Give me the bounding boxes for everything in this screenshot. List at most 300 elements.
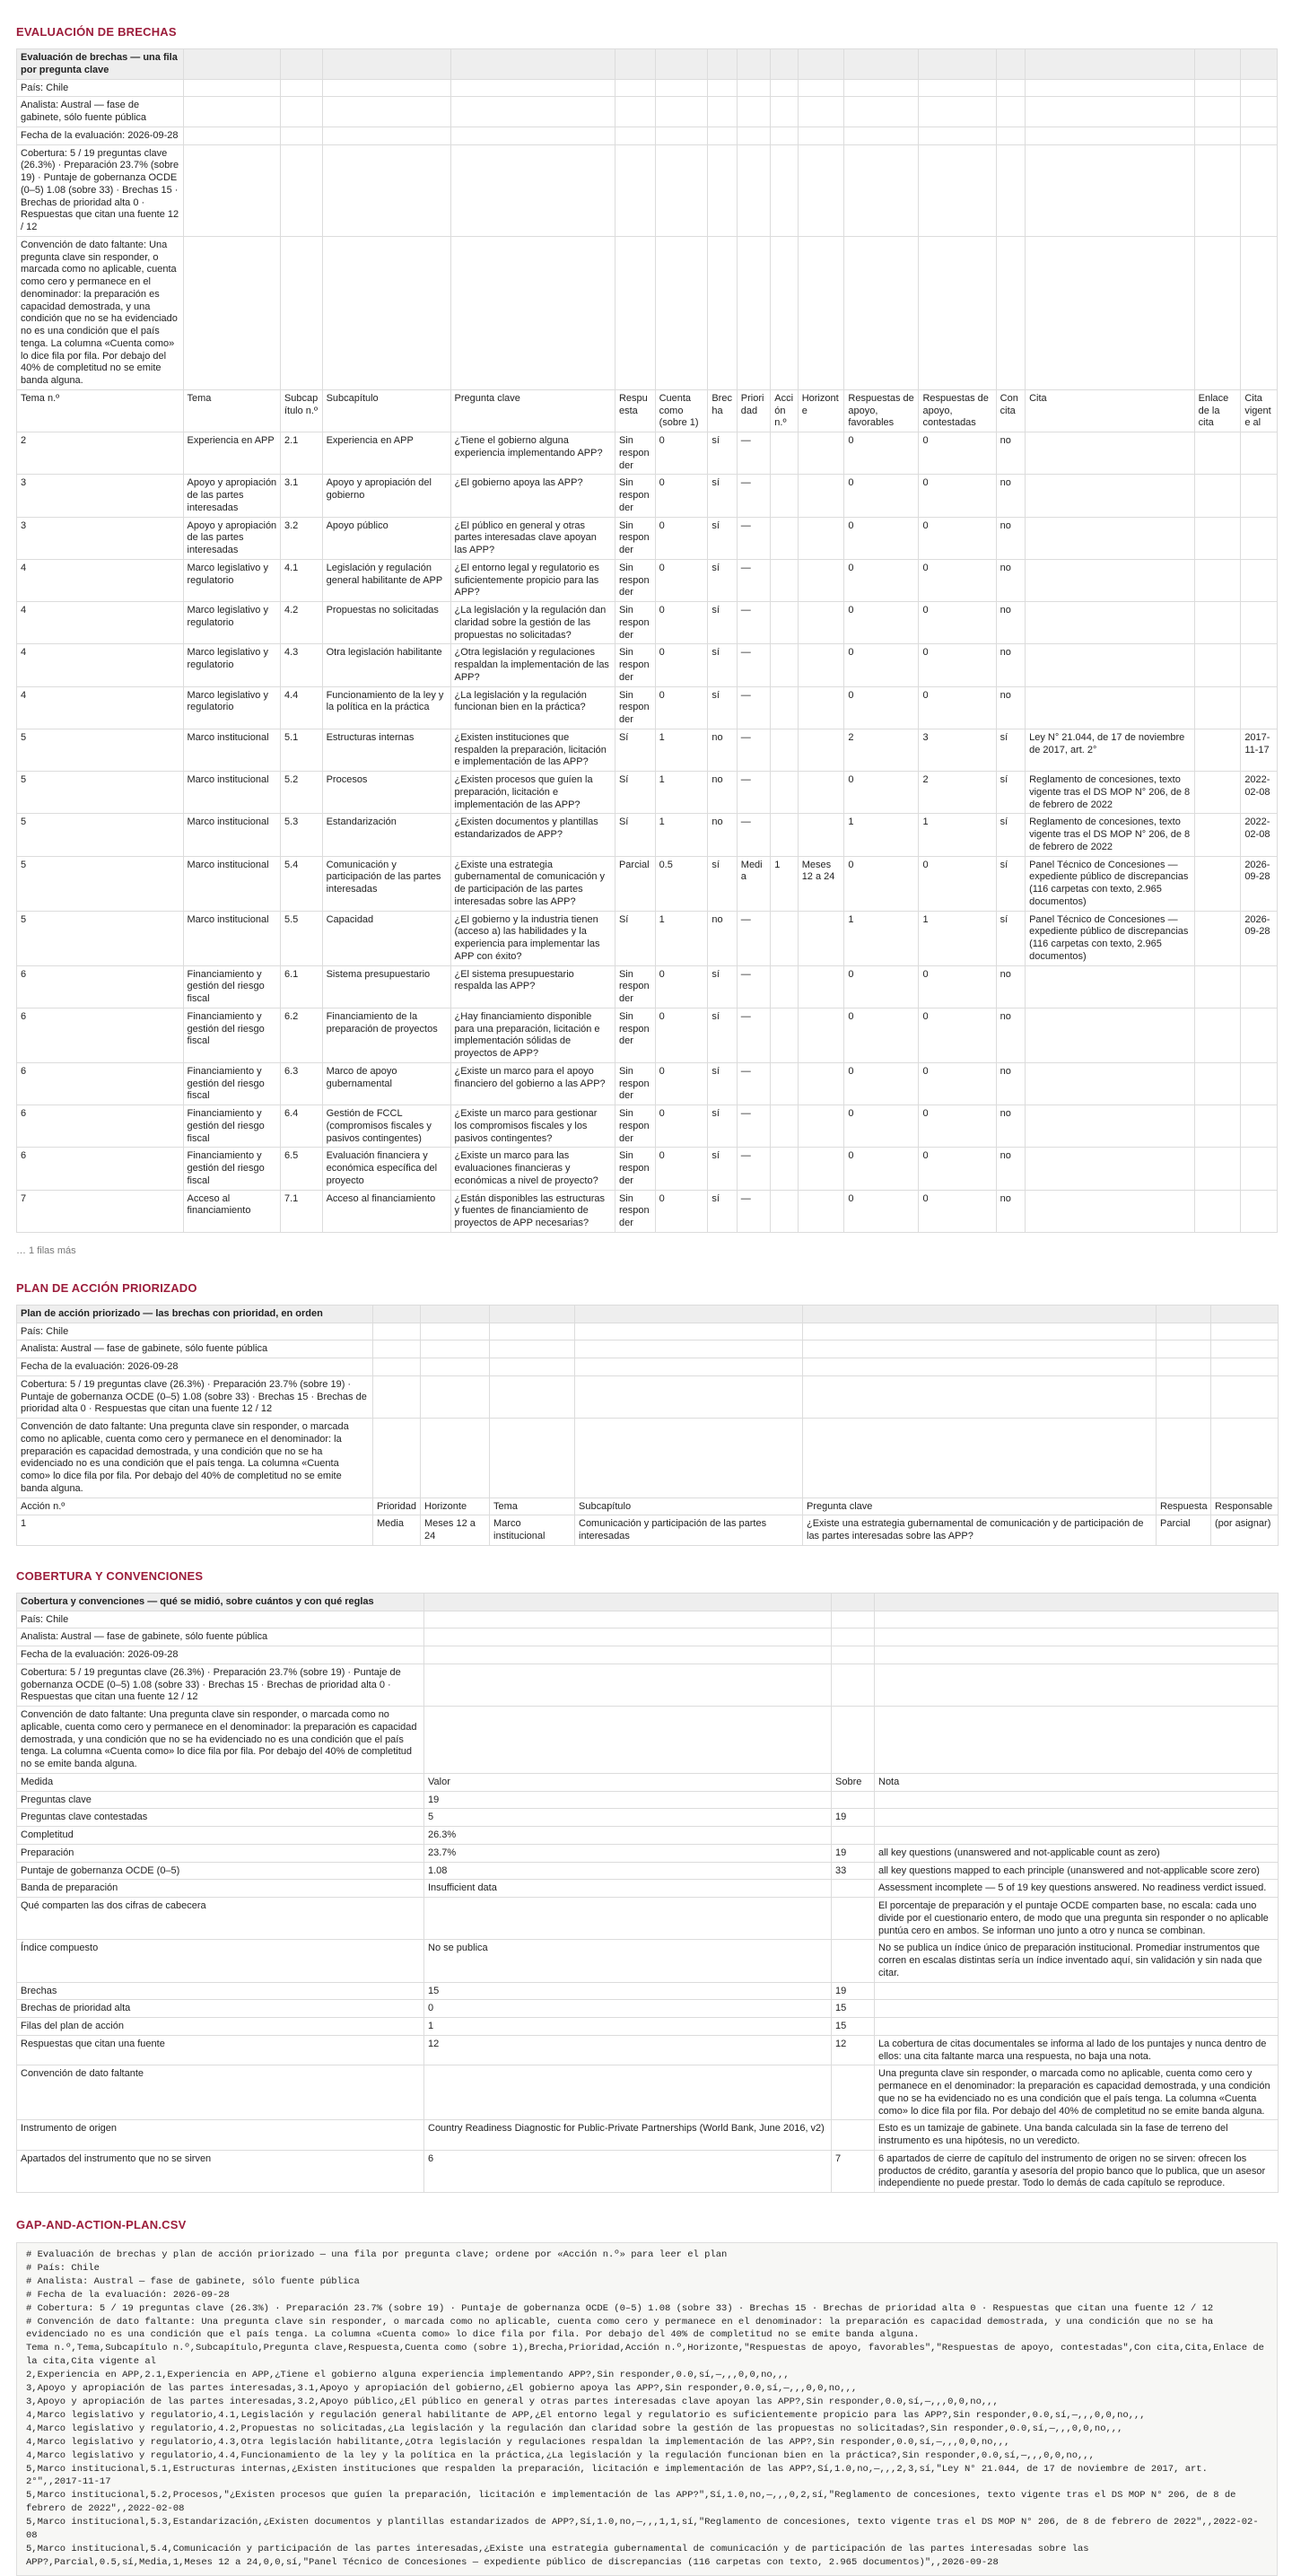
table-cell: 0	[919, 475, 996, 517]
table-cell: 15	[832, 2018, 875, 2036]
table-cell: 2017-11-17	[1241, 729, 1278, 771]
table-cell: no	[996, 644, 1025, 686]
table-cell: 19	[832, 1844, 875, 1862]
meta-cell: País: Chile	[17, 1611, 424, 1629]
meta-row	[17, 144, 1278, 236]
table-cell: 0	[844, 559, 919, 601]
empty-cell	[798, 79, 844, 97]
table-cell: Sin responder	[615, 1062, 655, 1105]
table-cell	[1026, 559, 1195, 601]
meta-row	[17, 1646, 1279, 1664]
table-row	[17, 2120, 1279, 2151]
empty-cell	[490, 1340, 575, 1358]
table-cell	[1241, 602, 1278, 644]
empty-cell	[615, 97, 655, 127]
table-cell: 2026-09-28	[1241, 911, 1278, 965]
empty-cell	[919, 127, 996, 144]
table-row	[17, 517, 1278, 559]
table-cell: Procesos	[322, 772, 450, 814]
empty-cell	[844, 79, 919, 97]
empty-cell	[280, 97, 322, 127]
empty-cell	[1026, 236, 1195, 389]
table-cell	[1241, 517, 1278, 559]
table-row	[17, 2018, 1279, 2036]
empty-cell	[421, 1358, 490, 1376]
table-cell: no	[996, 432, 1025, 475]
csv-line: # Evaluación de brechas y plan de acción priorizado — una fila por pregunta clave; ordene por «Acción n.º» para leer el plan	[26, 2249, 728, 2260]
column-header: Respuesta	[1157, 1498, 1211, 1515]
table-cell: —	[737, 559, 771, 601]
table-cell: 6	[424, 2150, 832, 2192]
table-cell: 15	[832, 2000, 875, 2018]
table-cell: 4.3	[280, 644, 322, 686]
empty-cell	[708, 236, 737, 389]
table-cell: no	[996, 1008, 1025, 1062]
meta-cell: Evaluación de brechas — una fila por pregunta clave	[17, 49, 184, 80]
empty-cell	[575, 1323, 803, 1340]
table-row	[17, 1515, 1279, 1546]
table-cell	[1026, 602, 1195, 644]
empty-cell	[1241, 79, 1278, 97]
column-header: Enlace de la cita	[1194, 389, 1241, 432]
column-header: Tema	[490, 1498, 575, 1515]
column-header: Horizonte	[798, 389, 844, 432]
table-cell: no	[996, 1105, 1025, 1148]
table-row	[17, 965, 1278, 1008]
empty-cell	[996, 144, 1025, 236]
section-title-gap-assessment: EVALUACIÓN DE BRECHAS	[16, 25, 177, 39]
table-cell: ¿Existe un marco para gestionar los compromisos fiscales y los pasivos contingentes?	[450, 1105, 615, 1148]
meta-cell: Cobertura: 5 / 19 preguntas clave (26.3%) · Preparación 23.7% (sobre 19) · Puntaje de gobernanza OCDE (0–5) 1.08 (sobre 33) · Brechas 15 · Brechas de prioridad alta 0 · Respuestas que citan una fuente 12 / 12	[17, 1663, 424, 1706]
empty-cell	[844, 127, 919, 144]
table-cell: Marco institucional	[183, 729, 280, 771]
table-cell: no	[708, 814, 737, 856]
empty-cell	[737, 144, 771, 236]
empty-cell	[1211, 1340, 1279, 1358]
table-row	[17, 911, 1278, 965]
table-cell	[1194, 772, 1241, 814]
table-cell	[798, 1190, 844, 1232]
table-cell: ¿Otra legislación y regulaciones respaldan la implementación de las APP?	[450, 644, 615, 686]
table-row	[17, 1008, 1278, 1062]
empty-cell	[655, 127, 708, 144]
table-cell: 0	[655, 1105, 708, 1148]
column-header: Valor	[424, 1773, 832, 1791]
csv-line: 5,Marco institucional,5.4,Comunicación y participación de las partes interesadas,¿Existe una estrategia gubernamental de comunicación y de participación de las partes interesadas sobre las APP?,Parcial,0.5,sí,Media,1,Meses 12 a 24,0,0,sí,"Panel Técnico de Concesiones — expediente público de discrepancias (116 carpetas con texto, 2.965 documentos)",,2026-09-28	[26, 2543, 1095, 2568]
table-cell	[1241, 1105, 1278, 1148]
table-row	[17, 686, 1278, 729]
table-cell	[832, 1827, 875, 1845]
csv-line: 3,Apoyo y apropiación de las partes interesadas,3.1,Apoyo y apropiación del gobierno,¿El gobierno apoya las APP?,Sin responder,0.0,sí,—,,,0,0,no,,,	[26, 2383, 858, 2395]
table-cell: 0	[655, 644, 708, 686]
table-cell: —	[737, 1190, 771, 1232]
table-cell: ¿La legislación y la regulación dan claridad sobre la gestión de las propuestas no solicitadas?	[450, 602, 615, 644]
table-cell	[771, 432, 798, 475]
empty-cell	[832, 1629, 875, 1646]
table-cell: Sin responder	[615, 1008, 655, 1062]
table-cell: Estandarización	[322, 814, 450, 856]
empty-cell	[575, 1358, 803, 1376]
empty-cell	[798, 127, 844, 144]
empty-cell	[655, 49, 708, 80]
table-cell	[771, 644, 798, 686]
csv-line: 4,Marco legislativo y regulatorio,4.1,Legislación y regulación general habilitante de APP,¿El entorno legal y regulatorio es suficientemente propicio para las APP?,Sin responder,0.0,sí,—,,,0,0,no,,,	[26, 2409, 1146, 2421]
empty-cell	[1211, 1358, 1279, 1376]
meta-cell: Cobertura y convenciones — qué se midió, sobre cuántos y con qué reglas	[17, 1593, 424, 1611]
table-row	[17, 559, 1278, 601]
meta-cell: Fecha de la evaluación: 2026-09-28	[17, 127, 184, 144]
empty-cell	[490, 1358, 575, 1376]
table-cell	[1026, 1105, 1195, 1148]
empty-cell	[1211, 1375, 1279, 1418]
table-cell: 2022-02-08	[1241, 814, 1278, 856]
table-cell: Assessment incomplete — 5 of 19 key questions answered. No readiness verdict issued.	[875, 1880, 1279, 1898]
table-cell: 3.2	[280, 517, 322, 559]
table-cell: Experiencia en APP	[183, 432, 280, 475]
empty-cell	[322, 127, 450, 144]
table-cell: 0	[919, 1190, 996, 1232]
meta-row	[17, 1663, 1279, 1706]
table-cell: Sin responder	[615, 602, 655, 644]
table-row	[17, 1844, 1279, 1862]
table-cell: sí	[708, 475, 737, 517]
table-cell: 0	[844, 644, 919, 686]
table-cell: Sin responder	[615, 1190, 655, 1232]
empty-cell	[832, 1611, 875, 1629]
table-cell: 5.5	[280, 911, 322, 965]
table-cell	[798, 517, 844, 559]
table-cell: Marco legislativo y regulatorio	[183, 644, 280, 686]
empty-cell	[708, 97, 737, 127]
table-cell: Sí	[615, 729, 655, 771]
table-row	[17, 1791, 1279, 1809]
table-cell: Marco institucional	[183, 911, 280, 965]
empty-cell	[450, 97, 615, 127]
empty-cell	[1241, 236, 1278, 389]
meta-cell: Cobertura: 5 / 19 preguntas clave (26.3%) · Preparación 23.7% (sobre 19) · Puntaje de gobernanza OCDE (0–5) 1.08 (sobre 33) · Brechas 15 · Brechas de prioridad alta 0 · Respuestas que citan una fuente 12 / 12	[17, 144, 184, 236]
table-cell: 1	[919, 814, 996, 856]
empty-cell	[919, 49, 996, 80]
table-cell: 0	[844, 1148, 919, 1190]
empty-cell	[798, 236, 844, 389]
table-cell	[798, 729, 844, 771]
table-cell	[424, 1898, 832, 1940]
csv-line: 4,Marco legislativo y regulatorio,4.3,Otra legislación habilitante,¿Otra legislación y regulaciones respaldan la implementación de las APP?,Sin responder,0.0,sí,—,,,0,0,no,,,	[26, 2436, 1010, 2448]
column-header-row	[17, 1498, 1279, 1515]
meta-title-row	[17, 1305, 1279, 1323]
table-cell: no	[708, 772, 737, 814]
table-cell: no	[996, 517, 1025, 559]
empty-cell	[322, 236, 450, 389]
empty-cell	[737, 49, 771, 80]
table-cell: ¿Existe una estrategia gubernamental de comunicación y de participación de las partes interesadas sobre las APP?	[450, 856, 615, 911]
table-cell	[798, 1062, 844, 1105]
table-cell	[1026, 517, 1195, 559]
table-cell: 0	[655, 1062, 708, 1105]
table-cell: 0	[919, 1105, 996, 1148]
table-row	[17, 602, 1278, 644]
csv-line: # Analista: Austral — fase de gabinete, sólo fuente pública	[26, 2275, 360, 2287]
table-cell: 0	[844, 475, 919, 517]
table-cell: 0	[655, 432, 708, 475]
table-cell	[1194, 965, 1241, 1008]
csv-line: 2,Experiencia en APP,2.1,Experiencia en APP,¿Tiene el gobierno alguna experiencia implementando APP?,Sin responder,0.0,sí,—,,,0,0,no,,,	[26, 2370, 790, 2381]
table-cell: —	[737, 1008, 771, 1062]
table-cell: Media	[737, 856, 771, 911]
table-cell: ¿Tiene el gobierno alguna experiencia implementando APP?	[450, 432, 615, 475]
table-cell	[832, 2065, 875, 2120]
table-cell: no	[996, 1062, 1025, 1105]
column-header-row	[17, 389, 1278, 432]
column-header: Brecha	[708, 389, 737, 432]
table-cell: 7	[17, 1190, 184, 1232]
table-cell: Apoyo y apropiación de las partes interesadas	[183, 517, 280, 559]
empty-cell	[183, 79, 280, 97]
column-header-row	[17, 1773, 1279, 1791]
empty-cell	[655, 236, 708, 389]
table-cell: no	[996, 686, 1025, 729]
table-cell: Sistema presupuestario	[322, 965, 450, 1008]
column-header: Respuestas de apoyo, contestadas	[919, 389, 996, 432]
empty-cell	[322, 97, 450, 127]
table-cell: sí	[708, 517, 737, 559]
table-cell	[771, 559, 798, 601]
table-cell	[771, 1105, 798, 1148]
empty-cell	[803, 1358, 1157, 1376]
table-cell: 6.5	[280, 1148, 322, 1190]
table-cell: sí	[996, 814, 1025, 856]
empty-cell	[450, 236, 615, 389]
csv-line: Tema n.º,Tema,Subcapítulo n.º,Subcapítulo,Pregunta clave,Respuesta,Cuenta como (sobre 1),Brecha,Prioridad,Acción n.º,Horizonte,"Respuestas de apoyo, favorables","Respuestas de apoyo, contestadas",Con cita,Cita,Enlace de la cita,Cita vigente al	[26, 2343, 1270, 2368]
table-cell	[832, 1898, 875, 1940]
empty-cell	[798, 144, 844, 236]
table-cell: Sí	[615, 814, 655, 856]
table-cell: 19	[832, 1982, 875, 2000]
table-cell: 0	[919, 517, 996, 559]
table-cell: 0	[919, 1008, 996, 1062]
column-header: Subcapítulo	[575, 1498, 803, 1515]
empty-cell	[875, 1593, 1279, 1611]
table-cell: Sin responder	[615, 559, 655, 601]
empty-cell	[708, 49, 737, 80]
table-cell: 1	[655, 772, 708, 814]
table-row	[17, 1898, 1279, 1940]
table-cell: 4	[17, 602, 184, 644]
table-cell: ¿Existen documentos y plantillas estandarizados de APP?	[450, 814, 615, 856]
column-header: Horizonte	[421, 1498, 490, 1515]
table-cell: Financiamiento y gestión del riesgo fiscal	[183, 1008, 280, 1062]
empty-cell	[424, 1663, 832, 1706]
empty-cell	[1026, 127, 1195, 144]
table-row	[17, 1190, 1278, 1232]
empty-cell	[280, 236, 322, 389]
meta-row	[17, 1323, 1279, 1340]
column-header: Acción n.º	[17, 1498, 373, 1515]
table-cell: no	[996, 475, 1025, 517]
table-cell: No se publica	[424, 1940, 832, 1982]
table-cell: 5.4	[280, 856, 322, 911]
empty-cell	[832, 1707, 875, 1774]
table-cell	[1241, 559, 1278, 601]
empty-cell	[1194, 79, 1241, 97]
table-cell: 0.5	[655, 856, 708, 911]
meta-cell: Plan de acción priorizado — las brechas con prioridad, en orden	[17, 1305, 373, 1323]
table-cell	[1241, 1062, 1278, 1105]
empty-cell	[1211, 1305, 1279, 1323]
table-cell: No se publica un índice único de preparación institucional. Promediar instrumentos que corren en escalas distintas sería un índice inventado aquí, sin validación y sin nada que citar.	[875, 1940, 1279, 1982]
empty-cell	[771, 236, 798, 389]
table-cell: 6	[17, 1105, 184, 1148]
meta-cell: Analista: Austral — fase de gabinete, sólo fuente pública	[17, 97, 184, 127]
column-header: Tema	[183, 389, 280, 432]
empty-cell	[832, 1646, 875, 1664]
table-cell: ¿La legislación y la regulación funcionan bien en la práctica?	[450, 686, 615, 729]
empty-cell	[183, 144, 280, 236]
table-cell: sí	[708, 559, 737, 601]
table-cell: Qué comparten las dos cifras de cabecera	[17, 1898, 424, 1940]
table-cell	[1194, 1148, 1241, 1190]
empty-cell	[490, 1419, 575, 1498]
table-cell: 7	[832, 2150, 875, 2192]
table-cell	[1194, 1062, 1241, 1105]
table-cell: —	[737, 772, 771, 814]
empty-cell	[1241, 49, 1278, 80]
table-cell	[1194, 559, 1241, 601]
empty-cell	[421, 1340, 490, 1358]
table-cell: 0	[655, 602, 708, 644]
table-cell: Financiamiento y gestión del riesgo fiscal	[183, 1105, 280, 1148]
table-cell	[798, 1105, 844, 1148]
empty-cell	[424, 1611, 832, 1629]
table-cell: Financiamiento de la preparación de proyectos	[322, 1008, 450, 1062]
table-cell: no	[996, 1148, 1025, 1190]
table-cell: —	[737, 1062, 771, 1105]
table-cell	[1241, 432, 1278, 475]
empty-cell	[1157, 1305, 1211, 1323]
table-cell: Comunicación y participación de las partes interesadas	[575, 1515, 803, 1546]
empty-cell	[615, 127, 655, 144]
meta-cell: Convención de dato faltante: Una pregunta clave sin responder, o marcada como no aplicable, cuenta como cero y permanece en el denominador: la preparación es capacidad demostrada, y una condición que no se ha evidenciado no es una condición que el país tenga. La columna «Cuenta como» lo dice fila por fila. Por debajo del 40% de completitud no se emite banda alguna.	[17, 1419, 373, 1498]
table-cell: —	[737, 1105, 771, 1148]
table-cell: 23.7%	[424, 1844, 832, 1862]
table-cell: El porcentaje de preparación y el puntaje OCDE comparten base, no escala: cada uno divide por el cuestionario entero, de modo que una pregunta sin responder o no aplicable puntúa cero en ambos. Se informan uno junto a otro y nunca se combinan.	[875, 1898, 1279, 1940]
table-cell: sí	[708, 1008, 737, 1062]
table-cell: 0	[919, 1062, 996, 1105]
table-cell	[798, 772, 844, 814]
table-cell: ¿Existe una estrategia gubernamental de comunicación y de participación de las partes interesadas sobre las APP?	[803, 1515, 1157, 1546]
table-cell: 1	[655, 729, 708, 771]
table-cell: 0	[655, 559, 708, 601]
table-cell: —	[737, 965, 771, 1008]
table-cell	[771, 965, 798, 1008]
table-cell: 4	[17, 644, 184, 686]
table-cell: 0	[844, 1190, 919, 1232]
table-cell: all key questions mapped to each principle (unanswered and not-applicable score zero)	[875, 1862, 1279, 1880]
empty-cell	[771, 97, 798, 127]
table-cell: ¿Existe un marco para el apoyo financiero del gobierno a las APP?	[450, 1062, 615, 1105]
table-cell: 0	[844, 1105, 919, 1148]
meta-row	[17, 1419, 1279, 1498]
table-cell: —	[737, 729, 771, 771]
table-cell: Reglamento de concesiones, texto vigente tras el DS MOP N° 206, de 8 de febrero de 2022	[1026, 814, 1195, 856]
table-cell	[1026, 686, 1195, 729]
table-row	[17, 475, 1278, 517]
table-cell: 5	[17, 729, 184, 771]
table-cell	[798, 559, 844, 601]
table-cell: 0	[919, 965, 996, 1008]
table-cell	[798, 602, 844, 644]
table-cell: —	[737, 644, 771, 686]
empty-cell	[708, 144, 737, 236]
table-cell: Preparación	[17, 1844, 424, 1862]
table-cell: 1	[771, 856, 798, 911]
empty-cell	[1026, 79, 1195, 97]
meta-row	[17, 1375, 1279, 1418]
table-cell: Sin responder	[615, 1148, 655, 1190]
table-cell: sí	[996, 729, 1025, 771]
table-row	[17, 729, 1278, 771]
table-cell: Apoyo público	[322, 517, 450, 559]
empty-cell	[280, 127, 322, 144]
empty-cell	[373, 1375, 421, 1418]
table-cell: Financiamiento y gestión del riesgo fiscal	[183, 965, 280, 1008]
table-cell: no	[996, 1190, 1025, 1232]
empty-cell	[875, 1646, 1279, 1664]
empty-cell	[490, 1375, 575, 1418]
meta-cell: Convención de dato faltante: Una pregunta clave sin responder, o marcada como no aplicable, cuenta como cero y permanece en el denominador: la preparación es capacidad demostrada, y una condición que no se ha evidenciado no es una condición que el país tenga. La columna «Cuenta como» lo dice fila por fila. Por debajo del 40% de completitud no se emite banda alguna.	[17, 1707, 424, 1774]
table-cell: 1	[17, 1515, 373, 1546]
table-cell: 5	[17, 772, 184, 814]
table-cell: 5	[17, 911, 184, 965]
empty-cell	[575, 1375, 803, 1418]
table-cell: Sin responder	[615, 644, 655, 686]
table-cell: Apoyo y apropiación de las partes interesadas	[183, 475, 280, 517]
empty-cell	[771, 79, 798, 97]
table-cell: 0	[919, 432, 996, 475]
table-cell: 3.1	[280, 475, 322, 517]
csv-line: 5,Marco institucional,5.2,Procesos,"¿Existen procesos que guíen la preparación, licitación e implementación de las APP?",Sí,1.0,no,—,,,0,2,sí,"Reglamento de concesiones, texto vigente tras el DS MOP N° 206, de 8 de febrero de 2022",,2022-02-08	[26, 2490, 1242, 2515]
empty-cell	[421, 1375, 490, 1418]
table-cell: —	[737, 686, 771, 729]
empty-cell	[373, 1323, 421, 1340]
table-cell	[771, 602, 798, 644]
table-cell	[798, 686, 844, 729]
section-title-coverage: COBERTURA Y CONVENCIONES	[16, 1568, 204, 1583]
table-cell: 6.4	[280, 1105, 322, 1148]
empty-cell	[615, 79, 655, 97]
table-cell: 2	[919, 772, 996, 814]
table-cell	[771, 772, 798, 814]
table-cell	[875, 1791, 1279, 1809]
table-cell: Funcionamiento de la ley y la política en la práctica	[322, 686, 450, 729]
section-title-csv: GAP-AND-ACTION-PLAN.CSV	[16, 2218, 187, 2231]
table-cell	[1194, 432, 1241, 475]
table-row	[17, 432, 1278, 475]
meta-row	[17, 1611, 1279, 1629]
table-cell	[1026, 965, 1195, 1008]
table-cell	[875, 1827, 1279, 1845]
table-cell: 2.1	[280, 432, 322, 475]
table-cell	[1241, 475, 1278, 517]
table-cell: Parcial	[615, 856, 655, 911]
empty-cell	[322, 144, 450, 236]
empty-cell	[322, 79, 450, 97]
table-row	[17, 1148, 1278, 1190]
table-cell: 1	[655, 911, 708, 965]
empty-cell	[615, 236, 655, 389]
more-rows-note: … 1 filas más	[16, 1244, 76, 1256]
table-cell: all key questions (unanswered and not-applicable count as zero)	[875, 1844, 1279, 1862]
